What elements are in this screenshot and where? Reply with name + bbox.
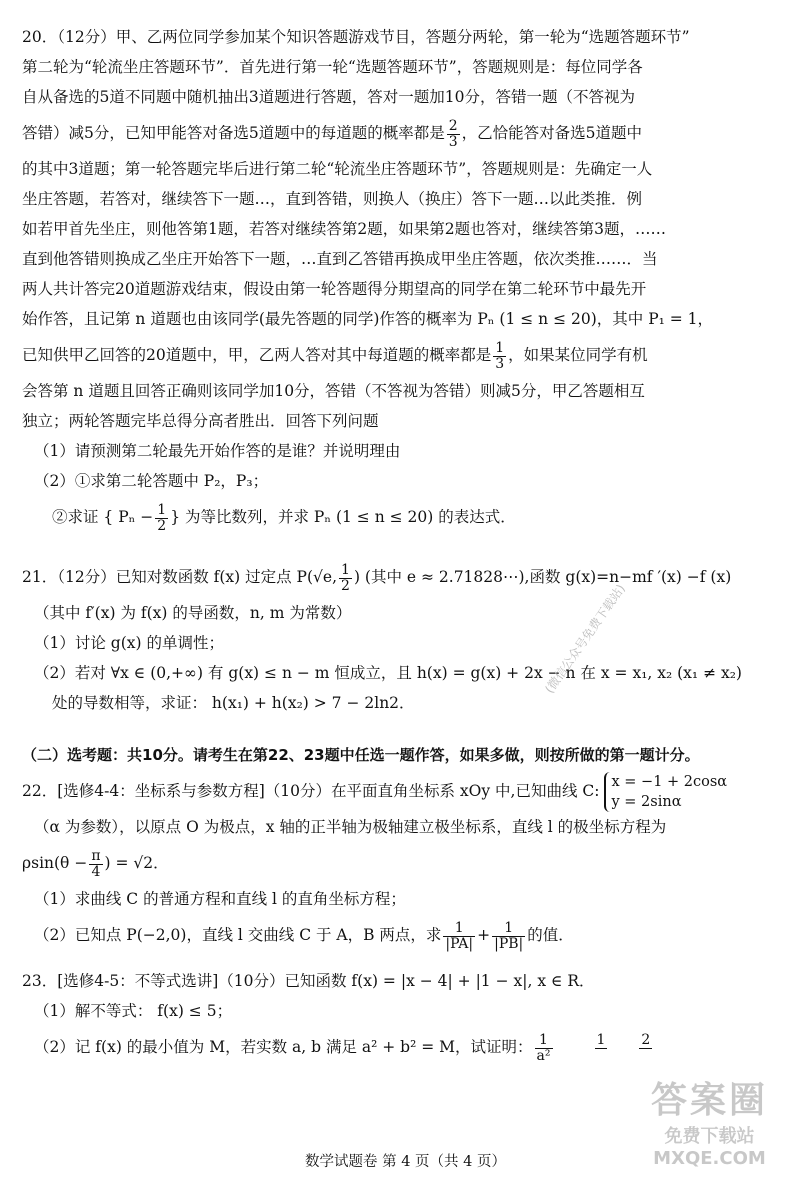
q22-line-3: [22, 842, 792, 884]
q20-part-2: （2）①求第二轮答题中 P₂，P₃；: [34, 472, 269, 490]
q20-line-4-text-a: 答错）减5分，已知甲能答对备选5道题中的每道题的概率都是: [22, 124, 445, 142]
q21-line-2: （其中 f′(x) 为 f(x) 的导函数，n, m 为常数）: [34, 604, 352, 622]
q22-part-2-text-b: 的值．: [527, 926, 574, 944]
fraction-one-over-pb: $\frac{1}{|PB|}$: [494, 919, 524, 952]
q21-line-1-text-b: ) (其中 e ≈ 2.71828⋯),函数 g(x)=n−mf ′(x) −f (x): [353, 568, 732, 586]
page-footer: 数学试题卷 第 4 页（共 4 页）: [305, 1154, 506, 1170]
q20-part-2b: [52, 496, 792, 538]
plus-sign: +: [477, 926, 491, 944]
q21-line-1-text-a: 21．（12分）已知对数函数 f(x) 过定点 P(√e,: [22, 568, 338, 586]
q21-part-2: （2）若对 ∀x ∈ (0,+∞) 有 g(x) ≤ n − m 恒成立，且 h(x) = g(x) + 2x − n 在 x = x₁, x₂ (x₁ ≠ x₂): [34, 664, 742, 682]
q22-part-2: [34, 914, 792, 956]
q20-line-10: 始作答，且记第 n 道题也由该同学(最先答题的同学)作答的概率为 Pₙ (1 ≤ n ≤ 20)，其中 P₁ = 1，: [22, 310, 714, 328]
q23-part-1: （1）解不等式： f(x) ≤ 5；: [34, 1002, 233, 1020]
section-heading-optional: （二）选考题：共10分。请考生在第22、23题中任选一题作答，如果多做，则按所做的第一题计分。: [22, 746, 700, 764]
question-20: [22, 22, 792, 538]
q20-line-11: [22, 334, 792, 376]
fraction-partial-2: 2: [641, 1031, 651, 1048]
q20-part-2b-text-b: } 为等比数列，并求 Pₙ (1 ≤ n ≤ 20) 的表达式．: [170, 508, 516, 526]
q20-line-11-text-a: 已知供甲乙回答的20道题中，甲，乙两人答对其中每道题的概率都是: [22, 346, 492, 364]
q20-part-2b-text-a: ②求证 { Pₙ −: [52, 508, 154, 526]
fraction-one-half: $\frac{1}{2}$: [157, 501, 167, 534]
question-22: [22, 770, 792, 956]
fraction-one-third: $\frac{1}{3}$: [495, 339, 505, 372]
q23-line-1: 23．[选修4-5：不等式选讲]（10分）已知函数 f(x) = |x − 4| + |1 − x|, x ∈ R．: [22, 972, 595, 990]
q22-line-1-text: 22．[选修4-4：坐标系与参数方程]（10分）在平面直角坐标系 xOy 中,已知曲线 C:: [22, 782, 600, 800]
q21-line-1: [22, 556, 792, 598]
parametric-system: x = −1 + 2cosα y = 2sinα: [604, 772, 728, 812]
q21-part-2-cont: 处的导数相等，求证： h(x₁) + h(x₂) > 7 − 2ln2．: [52, 694, 415, 712]
q20-line-9: 两人共计答完20道题游戏结束，假设由第一轮答题得分期望高的同学在第二轮环节中最先开: [22, 280, 647, 298]
q20-line-8: 直到他答错则换成乙坐庄开始答下一题，…直到乙答错再换成甲坐庄答题，依次类推……．当: [22, 250, 658, 268]
q20-line-5: 的其中3道题；第一轮答题完毕后进行第二轮“轮流坐庄答题环节”，答题规则是：先确定一人: [22, 160, 653, 178]
exam-page: [22, 22, 792, 1068]
fraction-one-half-21: $\frac{1}{2}$: [341, 561, 350, 594]
question-21: [22, 556, 792, 718]
q22-line-3-text-b: ) = √2．: [104, 854, 169, 872]
q20-line-2: 第二轮为“轮流坐庄答题环节”．首先进行第一轮“选题答题环节”，答题规则是：每位同学各: [22, 58, 643, 76]
q20-line-12: 会答第 n 道题且回答正确则该同学加10分，答错（不答视为答错）则减5分，甲乙答题相互: [22, 382, 645, 400]
fraction-partial-1: 1: [596, 1031, 606, 1048]
q20-line-11-text-b: ，如果某位同学有机: [508, 346, 648, 364]
q20-line-4-text-b: ，乙恰能答对备选5道题中: [461, 124, 643, 142]
q20-line-13: 独立；两轮答题完毕总得分高者胜出．回答下列问题: [22, 412, 379, 430]
q21-part-1: （1）讨论 g(x) 的单调性；: [34, 634, 224, 652]
watermark-text: (微信公众号免费下载站): [542, 581, 628, 696]
q22-line-3-text-a: ρsin(θ −: [22, 854, 88, 872]
q20-line-3: 自从备选的5道不同题中随机抽出3道题进行答题，答对一题加10分，答错一题（不答视为: [22, 88, 635, 106]
q20-part-1: （1）请预测第二轮最先开始作答的是谁？并说明理由: [34, 442, 401, 460]
question-23: [22, 966, 792, 1068]
q20-line-6: 坐庄答题，若答对，继续答下一题…，直到答错，则换人（换庄）答下一题…以此类推．例: [22, 190, 643, 208]
logo-domain: MXQE.COM: [653, 1148, 766, 1169]
q22-line-2: （α 为参数），以原点 O 为极点，x 轴的正半轴为极轴建立极坐标系，直线 l 的极坐标方程为: [34, 818, 667, 836]
fraction-one-over-pa: $\frac{1}{|PA|}$: [445, 919, 474, 952]
q22-part-1: （1）求曲线 C 的普通方程和直线 l 的直角坐标方程；: [34, 890, 406, 908]
fraction-pi-quarter: $\frac{\pi}{4}$: [91, 847, 101, 880]
q22-line-1: [22, 770, 792, 812]
fraction-one-over-a2: $\frac{1}{\text{a²}}$: [536, 1031, 551, 1064]
logo-main-text: 答案圈: [650, 1080, 768, 1121]
logo-sub-text: 免费下载站: [664, 1126, 755, 1147]
q23-part-2: [34, 1026, 792, 1068]
q22-part-2-text-a: （2）已知点 P(−2,0)，直线 l 交曲线 C 于 A，B 两点，求: [34, 926, 442, 944]
q20-line-7: 如若甲首先坐庄，则他答第1题，若答对继续答第2题，如果第2题也答对，继续答第3题，……: [22, 220, 666, 238]
q20-line-1: 20．（12分）甲、乙两位同学参加某个知识答题游戏节目，答题分两轮，第一轮为“选题答题环节”: [22, 28, 690, 46]
fraction-two-thirds: $\frac{2}{3}$: [448, 117, 458, 150]
q20-line-4: [22, 112, 792, 154]
q23-part-2-text: （2）记 f(x) 的最小值为 M，若实数 a, b 满足 a² + b² = M，试证明：: [34, 1038, 533, 1056]
